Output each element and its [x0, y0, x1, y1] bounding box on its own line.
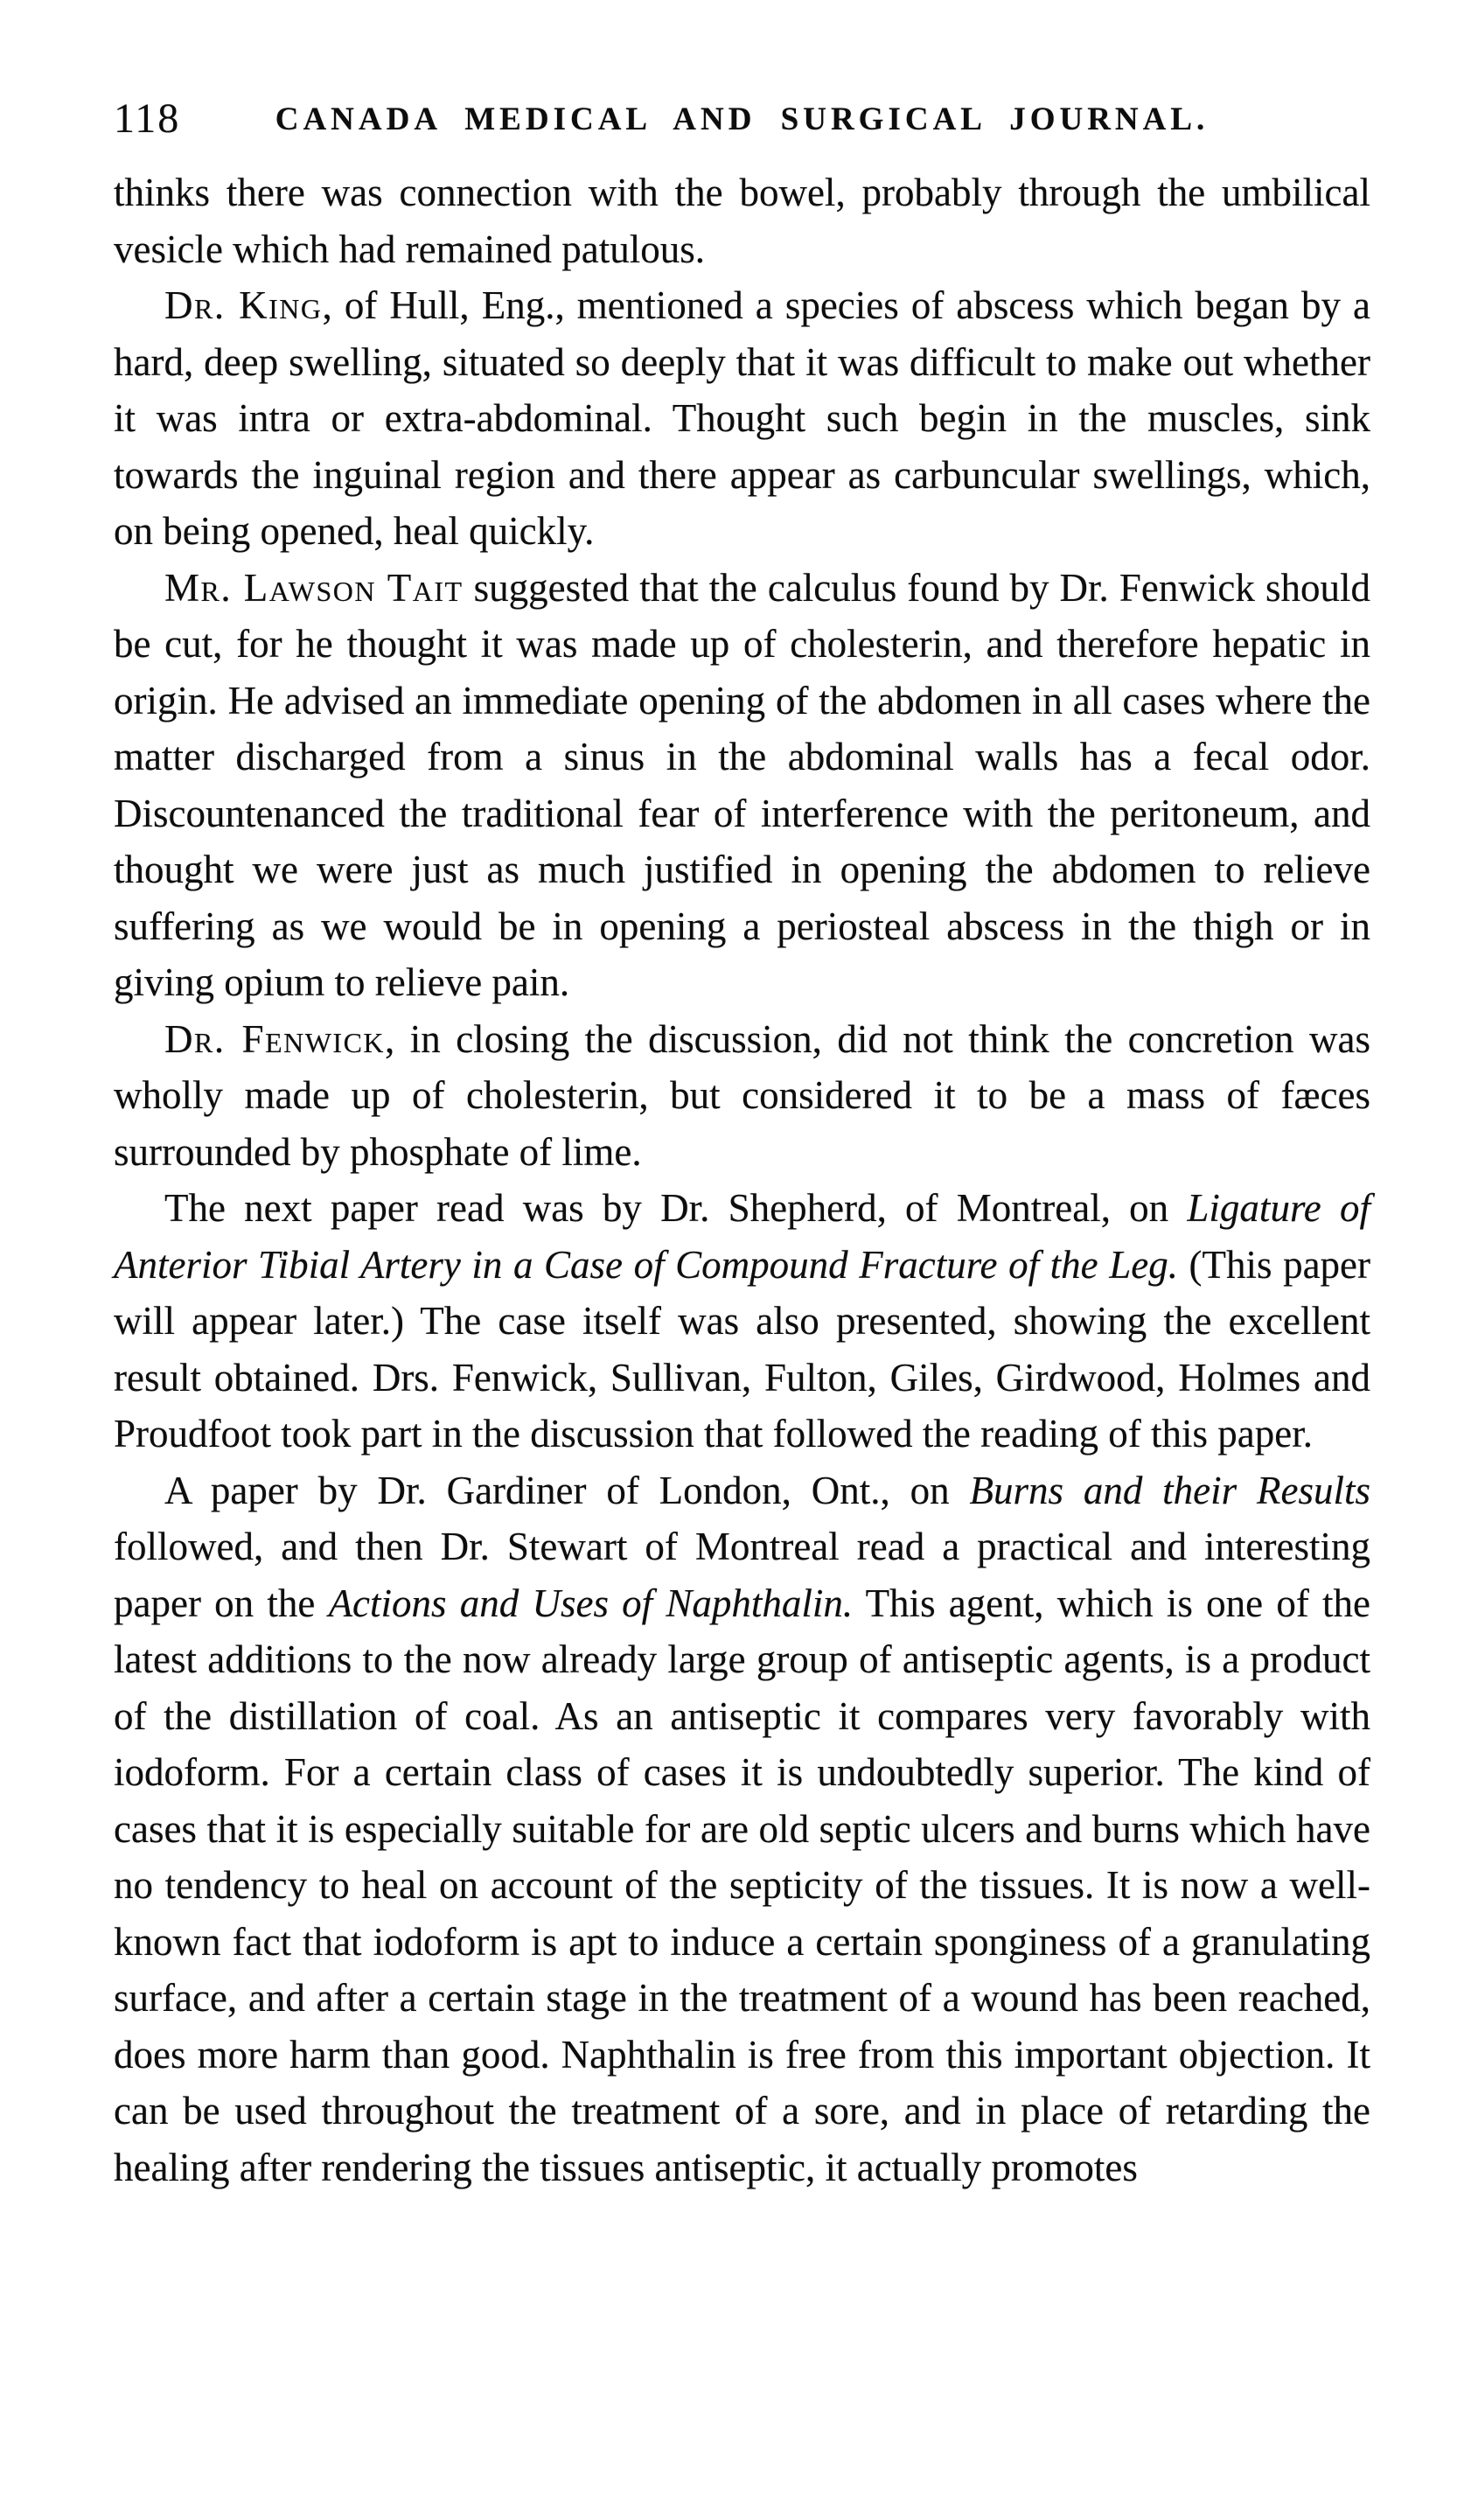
text-run: This agent, which is one of the latest additions to the now already large group of antiseptic agents, is a product of the distillation of coal. As an antiseptic it compares very favorably with iodoform. For a certain class of cases it is undoubtedly superior. The kind of cases that it is especially suitable for are old septic ulcers and burns which have no tendency to heal on account of the septicity of the tissues. It is now a well-known fact that iodoform is apt to induce a certain sponginess of a granulating surface, and after a certain stage in the treatment of a wound has been reached, does more harm than good. Naphthalin is free from this important objection. It can be used throughout the treatment of a sore, and in place of retarding the healing after rendering the tissues antiseptic, it actually promotes: [114, 1581, 1370, 2189]
paragraph-continuation: [114, 164, 1370, 277]
paragraph-gardiner-stewart-papers: [114, 1462, 1370, 2196]
text-run: The next paper read was by Dr. Shepherd, of Montreal, on: [164, 1186, 1188, 1230]
paper-title-italic: Burns and their Results: [969, 1468, 1371, 1512]
paragraph-dr-king: [114, 277, 1370, 560]
journal-running-title: CANADA MEDICAL AND SURGICAL JOURNAL.: [275, 101, 1210, 137]
page-header: [114, 96, 1370, 149]
text-run: (This paper will appear later.) The case itself was also presented, showing the excellent result obtained. Drs. Fenwick, Sullivan, Fulton, Giles, Girdwood, Holmes and Proudfoot took part in the discussion that followed the reading of this paper.: [114, 1242, 1371, 1455]
speaker-name: Mr. Lawson Tait: [164, 565, 464, 610]
text-run: thinks there was connection with the bowel, probably through the umbilical vesicle which had remained patulous.: [114, 171, 1370, 271]
speaker-name: Dr. King: [164, 283, 323, 327]
page-body: [114, 164, 1370, 2195]
paragraph-shepherd-paper: [114, 1180, 1370, 1462]
paragraph-mr-lawson-tait: [114, 560, 1370, 1011]
text-run: , in closing the discussion, did not think the concretion was wholly made up of cholesterin, but considered it to be a mass of fæces surrounded by phosphate of lime.: [114, 1016, 1370, 1174]
paper-title-italic: Ligature of Anterior Tibial Artery in a Case of Compound Fracture of the Leg.: [114, 1186, 1370, 1287]
speaker-name: Dr. Fenwick: [164, 1016, 386, 1061]
text-run: followed, and then Dr. Stewart of Montreal read a practical and interesting paper on the: [114, 1525, 1370, 1625]
text-run: A paper by Dr. Gardiner of London, Ont., on: [164, 1468, 970, 1512]
paper-title-italic: Actions and Uses of Naphthalin.: [328, 1581, 854, 1625]
page-number: 118: [114, 95, 181, 142]
paragraph-dr-fenwick: [114, 1011, 1370, 1181]
text-run: , of Hull, Eng., mentioned a species of abscess which began by a hard, deep swelling, situated so deeply that it was difficult to make out whether it was intra or extra-abdominal. Thought such begin in the muscles, sink towards the inguinal region and there appear as carbuncular swellings, which, on being opened, heal quickly.: [114, 283, 1370, 553]
text-run: suggested that the calculus found by Dr. Fenwick should be cut, for he thought it was made up of cholesterin, and therefore hepatic in origin. He advised an immediate opening of the abdomen in all cases where the matter discharged from a sinus in the abdominal walls has a fecal odor. Discountenanced the traditional fear of interference with the peritoneum, and thought we were just as much justified in opening the abdomen to relieve suffering as we would be in opening a periosteal abscess in the thigh or in giving opium to relieve pain.: [114, 565, 1370, 1004]
